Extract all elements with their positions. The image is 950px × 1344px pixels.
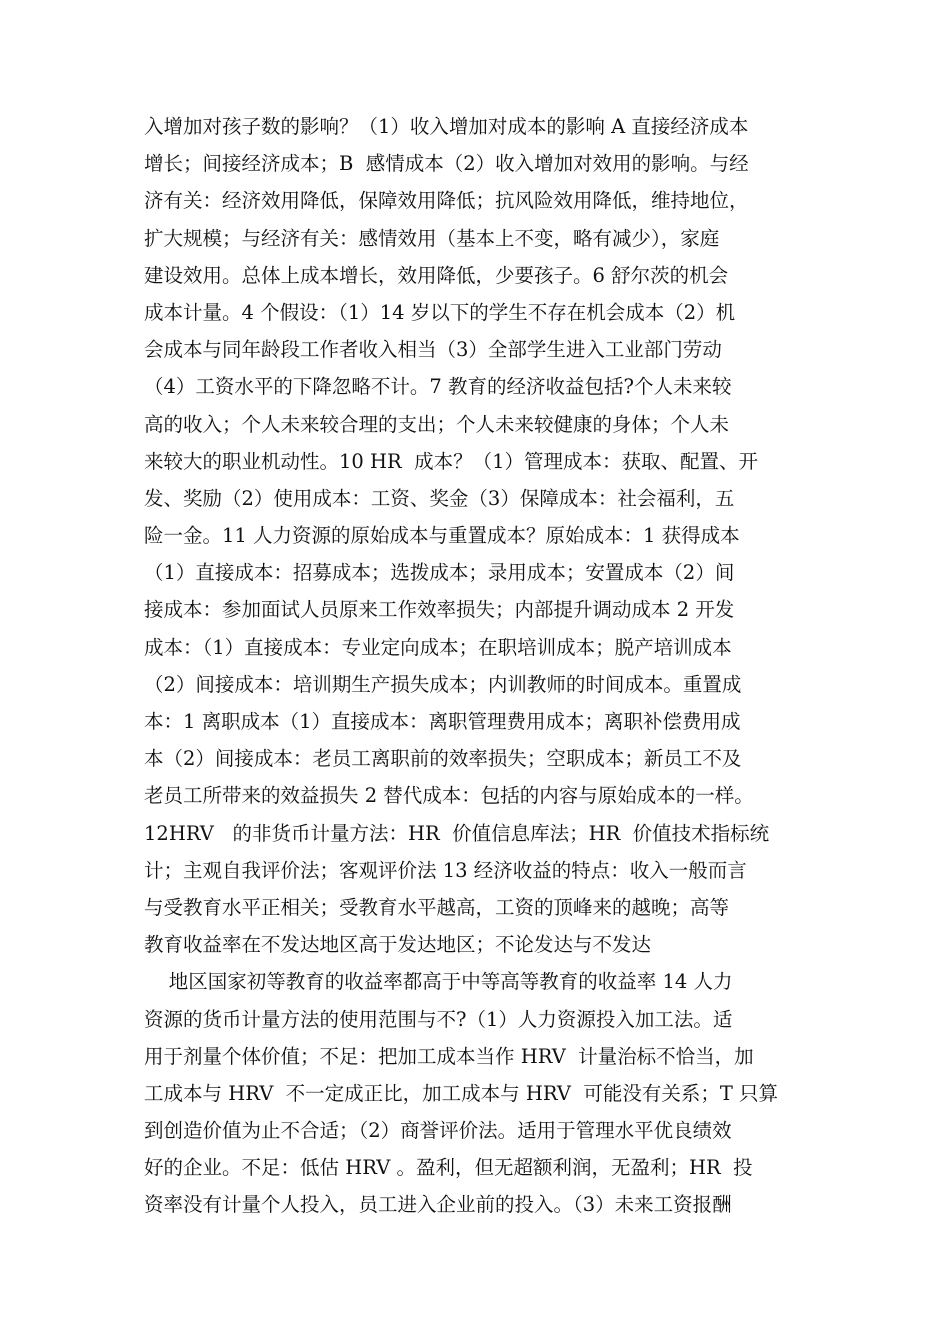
text-line: （4）工资水平的下降忽略不计。7 教育的经济收益包括?个人未来较 (144, 375, 732, 399)
text-line: 建设效用。总体上成本增长，效用降低，少要孩子。6 舒尔茨的机会 (144, 263, 729, 287)
text-line: 会成本与同年龄段工作者收入相当（3）全部学生进入工业部门劳动 (144, 338, 722, 362)
text-line: 资源的货币计量方法的使用范围与不?（1）人力资源投入加工法。适 (144, 1007, 733, 1031)
text-line: 增长；间接经济成本；B 感情成本（2）收入增加对效用的影响。与经 (144, 152, 749, 176)
text-line: 接成本：参加面试人员原来工作效率损失；内部提升调动成本 2 开发 (144, 598, 735, 622)
text-line: 工成本与 HRV 不一定成正比，加工成本与 HRV 可能没有关系；T 只算 (144, 1081, 779, 1105)
text-line: （2）间接成本：培训期生产损失成本；内训教师的时间成本。重置成 (144, 672, 742, 696)
text-line: 资率没有计量个人投入，员工进入企业前的投入。（3）未来工资报酬 (144, 1193, 732, 1217)
text-line: 老员工所带来的效益损失 2 替代成本：包括的内容与原始成本的一样。 (144, 784, 754, 808)
text-line: 发、奖励（2）使用成本：工资、奖金（3）保障成本：社会福利，五 (144, 486, 735, 510)
text-line: 来较大的职业机动性。10 HR 成本？（1）管理成本：获取、配置、开 (144, 449, 759, 473)
text-line: 险一金。11 人力资源的原始成本与重置成本？原始成本：1 获得成本 (144, 524, 740, 548)
text-line: 计；主观自我评价法；客观评价法 13 经济收益的特点：收入一般而言 (144, 858, 747, 882)
document-body (144, 108, 808, 1224)
text-line: 本（2）间接成本：老员工离职前的效率损失；空职成本；新员工不及 (144, 747, 742, 771)
text-line: 用于剂量个体价值；不足：把加工成本当作 HRV 计量治标不恰当，加 (144, 1044, 754, 1068)
text-line: （1）直接成本：招募成本；选拨成本；录用成本；安置成本（2）间 (144, 561, 735, 585)
text-line: 成本计量。4 个假设：（1）14 岁以下的学生不存在机会成本（2）机 (144, 300, 736, 324)
text-line: 入增加对孩子数的影响？（1）收入增加对成本的影响 A 直接经济成本 (144, 115, 749, 138)
text-line: 与受教育水平正相关；受教育水平越高，工资的顶峰来的越晚；高等 (144, 895, 730, 919)
text-line: 到创造价值为止不合适；（2）商誉评价法。适用于管理水平优良绩效 (144, 1119, 732, 1143)
text-line: 济有关：经济效用降低，保障效用降低；抗风险效用降低，维持地位， (144, 189, 749, 213)
text-line: 高的收入；个人未来较合理的支出；个人未来较健康的身体；个人未 (144, 412, 730, 436)
text-line: 好的企业。不足：低估 HRV 。盈利，但无超额利润，无盈利；HR 投 (144, 1156, 753, 1180)
text-line: 本：1 离职成本（1）直接成本：离职管理费用成本；离职补偿费用成 (144, 710, 741, 733)
text-line: 12HRV 的非货币计量方法：HR 价值信息库法；HR 价值技术指标统 (144, 821, 770, 845)
text-line: 成本：（1）直接成本：专业定向成本；在职培训成本；脱产培训成本 (144, 635, 732, 659)
paragraph (144, 963, 808, 1223)
text-line: 扩大规模；与经济有关：感情效用（基本上不变，略有减少），家庭 (144, 226, 720, 250)
text-line: 教育收益率在不发达地区高于发达地区；不论发达与不发达 (144, 933, 652, 957)
paragraph (144, 108, 808, 963)
text-line: 地区国家初等教育的收益率都高于中等高等教育的收益率 14 人力 (144, 970, 733, 994)
